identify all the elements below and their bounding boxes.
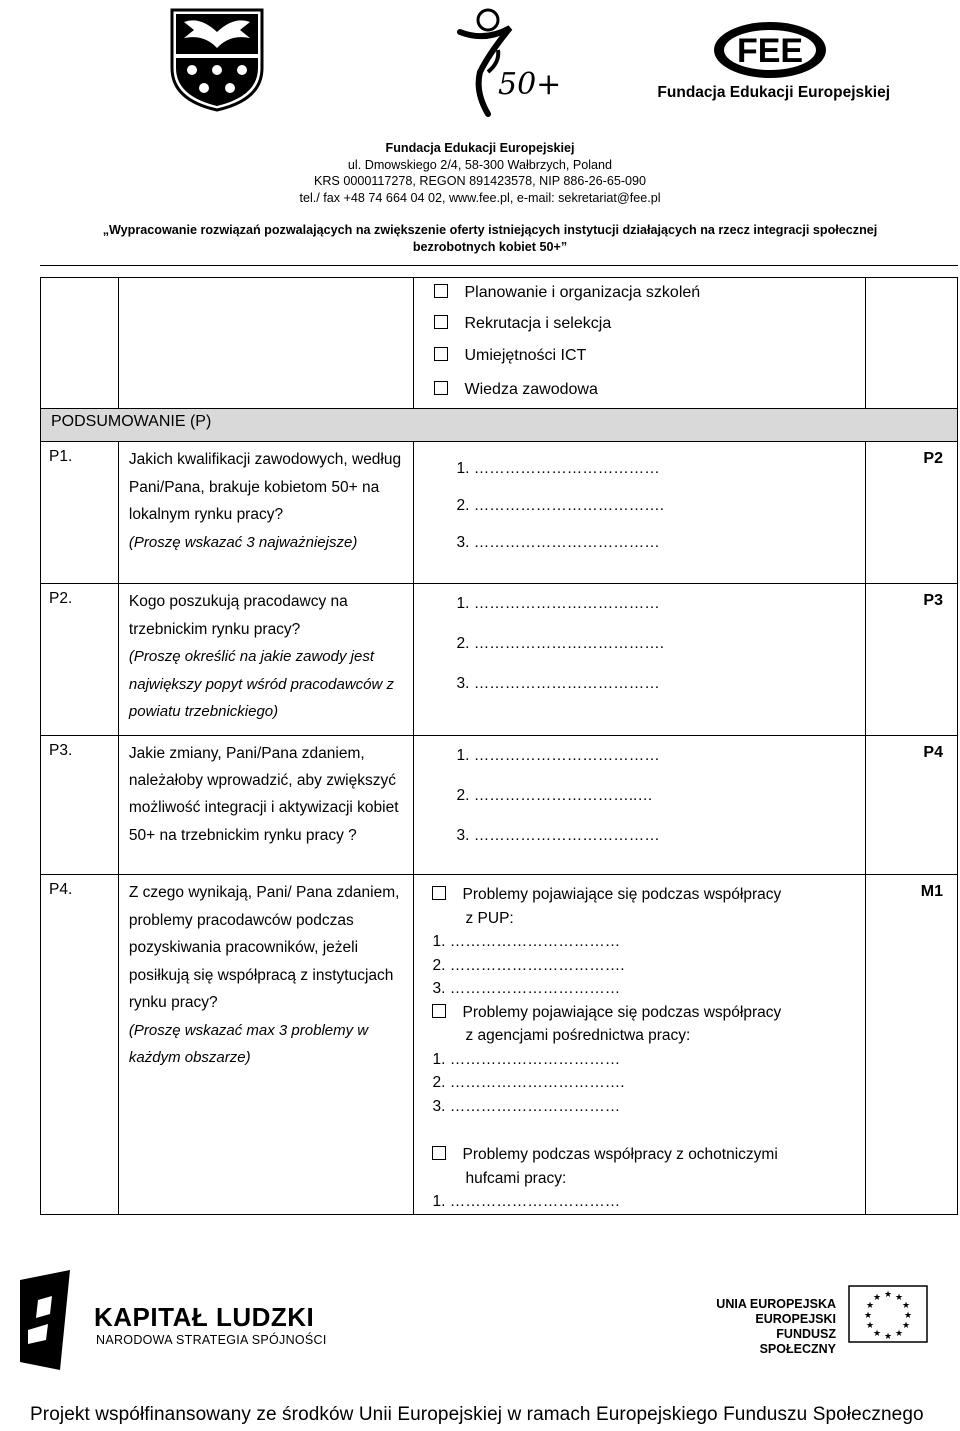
header-divider	[40, 265, 958, 266]
eu-line-2: EUROPEJSKI	[755, 1312, 836, 1326]
svg-text:★: ★	[894, 1293, 904, 1303]
logo-50-text: 50+	[498, 67, 562, 102]
svg-text:★: ★	[903, 1311, 913, 1321]
question-note: (Proszę wskazać max 3 problemy w każdym obszarze)	[128, 1021, 369, 1066]
coat-of-arms-logo	[170, 8, 264, 112]
kapital-ludzki-emblem-icon	[20, 1270, 80, 1370]
svg-text:★: ★	[865, 1301, 875, 1311]
question-text: Jakie zmiany, Pani/Pana zdaniem, należałoby wprowadzić, aby zwiększyć możliwość integracji i aktywizacji kobiet 50+ na trzebnickim rynku pracy ?	[118, 736, 414, 875]
fee-badge-icon	[710, 18, 830, 80]
svg-text:★: ★	[872, 1329, 882, 1339]
svg-text:★: ★	[872, 1293, 882, 1303]
answer-lines[interactable]: 1. ……………………………… 2. …………………………..… 3. ………………………………	[456, 747, 660, 844]
question-row-p3	[41, 736, 958, 875]
question-code: P2	[866, 442, 958, 584]
checkbox-icon[interactable]	[432, 1004, 446, 1018]
answer-line[interactable]: 1. ……………………………	[432, 933, 621, 950]
50-plus-logo	[440, 2, 562, 120]
option-planning[interactable]: Planowanie i organizacja szkoleń	[414, 278, 865, 308]
answer-line[interactable]: 2. …………………………….	[432, 1074, 625, 1091]
checkbox-icon[interactable]	[434, 284, 448, 298]
checkbox-icon[interactable]	[434, 381, 448, 395]
answer-lines[interactable]: 1. ……………………………… 2. ………………………………. 3. ………………………………	[456, 460, 665, 551]
answer-line[interactable]: 1. ……………………………	[432, 1050, 621, 1068]
kl-title: KAPITAŁ LUDZKI	[94, 1302, 315, 1332]
question-number: P4.	[41, 875, 119, 1215]
answer-line[interactable]: 3. ……………………………	[432, 1097, 621, 1115]
org-address-block	[0, 140, 960, 206]
org-registry: KRS 0000117278, REGON 891423578, NIP 886-26-65-090	[313, 174, 647, 188]
question-row-p4	[41, 875, 958, 1215]
question-note: (Proszę określić na jakie zawody jest największy popyt wśród pracodawców z powiatu trzebnickiego)	[128, 648, 395, 720]
svg-text:★: ★	[883, 1290, 893, 1300]
kl-subtitle: NARODOWA STRATEGIA SPÓJNOŚCI	[96, 1333, 327, 1347]
group-agencies-label[interactable]: Problemy pojawiające się podczas współpracy	[432, 1001, 865, 1025]
eu-logo	[700, 1285, 930, 1355]
group-pup-label[interactable]: Problemy pojawiające się podczas współpracy	[432, 883, 865, 907]
question-number: P1.	[41, 442, 119, 584]
answer-lines[interactable]: 1. ……………………………… 2. ………………………………. 3. ………………………………	[456, 595, 665, 692]
option-ict[interactable]: Umiejętności ICT	[414, 340, 865, 372]
svg-text:★: ★	[901, 1301, 911, 1311]
questionnaire-table	[40, 277, 958, 1215]
summary-header: PODSUMOWANIE (P)	[41, 409, 958, 442]
question-code: P4	[866, 736, 958, 875]
question-text: Jakich kwalifikacji zawodowych, według Pani/Pana, brakuje kobietom 50+ na lokalnym rynku pracy? (Proszę wskazać 3 najważniejsze)	[118, 442, 414, 584]
checkbox-icon[interactable]	[434, 315, 448, 329]
eu-line-3: FUNDUSZ SPOŁECZNY	[759, 1327, 836, 1356]
svg-text:★: ★	[901, 1321, 911, 1331]
org-address: ul. Dmowskiego 2/4, 58-300 Wałbrzych, Poland	[347, 157, 613, 172]
svg-text:★: ★	[894, 1329, 904, 1339]
option-professional-knowledge[interactable]: Wiedza zawodowa	[414, 372, 865, 408]
svg-text:★: ★	[883, 1332, 893, 1342]
question-row-p1	[41, 442, 958, 584]
checkbox-icon[interactable]	[432, 1146, 446, 1160]
problem-groups: Problemy pojawiające się podczas współpracy z PUP: 1. …………………………… 2. ……………………………. 3. …………………………… Problemy pojawiające się podczas współpracy z agencjami pośrednictwa pracy: 1. …………………………… 2. ……………………………. 3. …………………………… Problemy podczas współpracy z ochotniczymi hufcami pracy: 1. ……………………………	[414, 875, 865, 1214]
question-code: P3	[866, 584, 958, 736]
checkbox-icon[interactable]	[434, 347, 448, 361]
question-row-p2	[41, 584, 958, 736]
table-row	[41, 409, 958, 442]
question-number: P2.	[41, 584, 119, 736]
checkbox-icon[interactable]	[432, 886, 446, 900]
answer-line[interactable]: 1. ……………………………	[432, 1193, 621, 1210]
project-title: „Wypracowanie rozwiązań pozwalających na zwiększenie oferty istniejących instytucji działających na rzecz integracji społecznej bezrobotnych kobiet 50+”	[102, 223, 878, 254]
group-ohp-label[interactable]: Problemy podczas współpracy z ochotniczymi	[432, 1143, 865, 1167]
option-recruitment[interactable]: Rekrutacja i selekcja	[414, 308, 865, 340]
table-row	[41, 278, 958, 409]
svg-text:FEE: FEE	[736, 32, 804, 70]
org-contact: tel./ fax +48 74 664 04 02, www.fee.pl, e-mail: sekretariat@fee.pl	[299, 190, 661, 205]
fee-logo-text: Fundacja Edukacji Europejskiej	[657, 84, 890, 101]
svg-text:★: ★	[865, 1321, 875, 1331]
answer-line[interactable]: 3. ……………………………	[432, 980, 621, 997]
eu-line-1: UNIA EUROPEJSKA	[716, 1297, 836, 1311]
cofinancing-statement: Projekt współfinansowany ze środków Unii Europejskiej w ramach Europejskiego Funduszu Społecznego	[30, 1404, 924, 1425]
question-number: P3.	[41, 736, 119, 875]
eu-flag-icon	[848, 1285, 928, 1343]
question-code: M1	[866, 875, 958, 1215]
kapital-ludzki-logo	[20, 1270, 350, 1380]
fee-logo	[650, 18, 890, 108]
question-note: (Proszę wskazać 3 najważniejsze)	[128, 533, 358, 551]
org-name: Fundacja Edukacji Europejskiej	[385, 141, 575, 155]
svg-text:★: ★	[863, 1311, 873, 1321]
question-text: Kogo poszukują pracodawcy na trzebnickim rynku pracy? (Proszę określić na jakie zawody jest największy popyt wśród pracodawców z powiatu trzebnickiego)	[118, 584, 414, 736]
answer-line[interactable]: 2. …………………………….	[432, 956, 625, 974]
question-text: Z czego wynikają, Pani/ Pana zdaniem, problemy pracodawców podczas pozyskiwania pracowników, jeżeli posiłkują się współpracą z instytucjach rynku pracy? (Proszę wskazać max 3 problemy w każdym obszarze)	[118, 875, 414, 1215]
